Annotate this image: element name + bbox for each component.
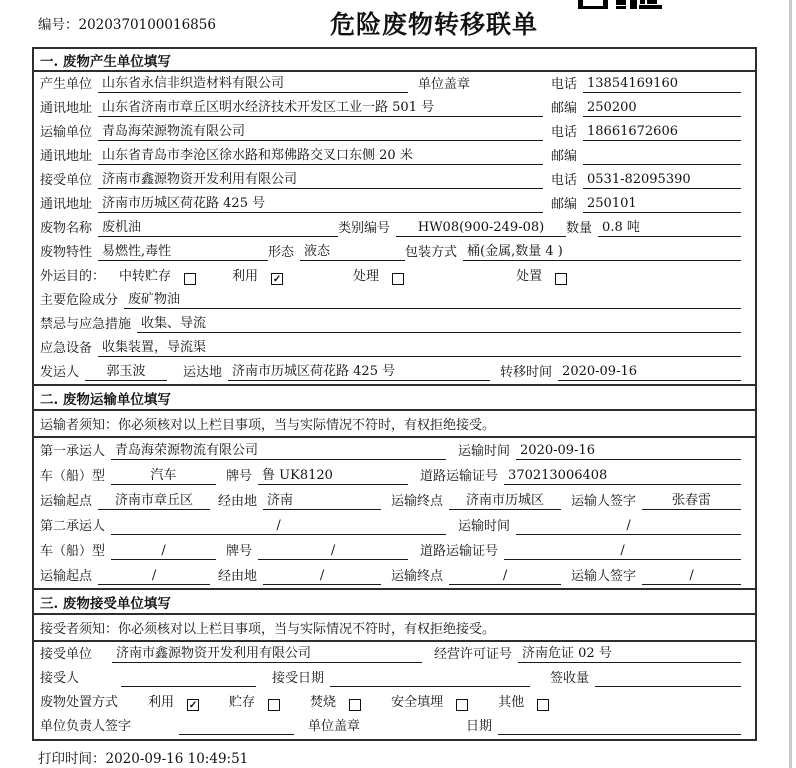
destination-label: 运达地 <box>183 365 223 380</box>
producer-zip-value: 250200 <box>583 100 741 117</box>
leader-signature-value <box>179 718 294 735</box>
purpose-dispose-label: 处置 <box>516 269 543 284</box>
plate-number2-value: / <box>258 543 408 560</box>
road-permit1-label: 道路运输证号 <box>420 469 499 484</box>
carrier-sign2-value: / <box>642 568 741 585</box>
row-second-carrier <box>34 513 755 538</box>
physical-form-value: 液态 <box>300 244 405 261</box>
print-time-value: 2020-09-16 10:49:51 <box>105 751 249 767</box>
treat-checkbox <box>392 273 404 285</box>
disposal-incinerate-label: 焚烧 <box>310 695 337 710</box>
section3-header: 三. 废物接受单位填写 <box>34 588 755 615</box>
road-permit2-label: 道路运输证号 <box>420 544 499 559</box>
main-hazard-label: 主要危险成分 <box>40 293 119 308</box>
endpoint2-value: / <box>449 568 561 585</box>
category-code-value: HW08(900-249-08) <box>396 220 566 237</box>
purpose-dispose-option <box>516 269 567 285</box>
producer-unit-value: 山东省永信非织造材料有限公司 <box>98 76 408 93</box>
accept-date-value <box>330 670 530 687</box>
section1-header: 一. 废物产生单位填写 <box>34 49 755 72</box>
carrier-sign1-value: 张春雷 <box>642 493 741 510</box>
road-permit1-value: 370213006408 <box>504 468 741 485</box>
signed-quantity-value <box>595 670 741 687</box>
transport-phone-value: 18661672606 <box>583 124 741 141</box>
plate-number1-label: 牌号 <box>226 469 253 484</box>
transport-zip-label: 邮编 <box>550 149 577 164</box>
row-transport-unit <box>34 120 755 144</box>
destination-value: 济南市历城区荷花路 425 号 <box>228 364 490 381</box>
row-receiver-address <box>34 192 755 216</box>
receiver-address-label: 通讯地址 <box>40 197 93 212</box>
disposal-utilize-option <box>148 695 199 711</box>
producer-address-value: 山东省济南市章丘区明水经济技术开发区工业一路 501 号 <box>98 100 543 117</box>
utilize-checkbox-checked <box>271 273 283 285</box>
row-route1 <box>34 488 755 513</box>
producer-zip-label: 邮编 <box>550 101 577 116</box>
shipper-label: 发运人 <box>40 365 80 380</box>
unit-seal2-label: 单位盖章 <box>308 719 361 734</box>
check-mark-icon: ✓ <box>272 274 282 285</box>
leader-signature-label: 单位负责人签字 <box>40 719 132 734</box>
accept-date-label: 接受日期 <box>272 671 325 686</box>
plate-number1-value: 鲁 UK8120 <box>258 468 408 485</box>
page-edge-line <box>789 0 792 768</box>
recipient-label: 接受人 <box>40 671 80 686</box>
disposal-store-label: 贮存 <box>229 695 256 710</box>
physical-form-label: 形态 <box>268 245 295 260</box>
receiver-unit-label: 接受单位 <box>40 173 93 188</box>
disposal-store-option <box>229 695 280 711</box>
taboo-measures-value: 收集、导流 <box>137 316 741 333</box>
disposal-other-option <box>498 695 549 711</box>
row-transport-address <box>34 144 755 168</box>
transfer-time-value: 2020-09-16 <box>558 364 741 381</box>
purpose-transfer-storage-label: 中转贮存 <box>119 269 172 284</box>
transport-unit-label: 运输单位 <box>40 125 93 140</box>
emergency-equipment-value: 收集装置，导流渠 <box>98 340 741 357</box>
transport-address-value: 山东省青岛市李沧区徐水路和郑佛路交叉口东侧 20 米 <box>98 148 543 165</box>
form-title: 危险废物转移联单 <box>330 10 539 39</box>
origin1-value: 济南市章丘区 <box>98 493 210 510</box>
waste-character-value: 易燃性,毒性 <box>98 244 268 261</box>
row-taboo-measures <box>34 312 755 336</box>
via2-value: / <box>263 568 381 585</box>
road-permit2-value: / <box>504 543 741 560</box>
transport-time1-value: 2020-09-16 <box>516 443 741 460</box>
receiver-phone-value: 0531-82095390 <box>583 172 741 189</box>
row-producer-address <box>34 96 755 120</box>
receiver-zip-value: 250101 <box>583 196 741 213</box>
vehicle-type1-label: 车（船）型 <box>40 469 106 484</box>
plate-number2-label: 牌号 <box>226 544 253 559</box>
row-main-hazard <box>34 288 755 312</box>
accept-unit-label: 接受单位 <box>40 647 93 662</box>
accept-unit-value: 济南市鑫源物资开发利用有限公司 <box>112 646 422 663</box>
row-waste-character <box>34 240 755 264</box>
producer-unit-label: 产生单位 <box>40 77 93 92</box>
row-receiver-unit <box>34 168 755 192</box>
transport-phone-label: 电话 <box>550 125 577 140</box>
row-recipient <box>34 666 755 690</box>
form-body <box>32 47 757 741</box>
disposal-landfill-checkbox <box>456 699 468 711</box>
origin2-label: 运输起点 <box>40 569 93 584</box>
vehicle-type2-label: 车（船）型 <box>40 544 106 559</box>
row-route2 <box>34 563 755 588</box>
row-producer-unit <box>34 72 755 96</box>
disposal-store-checkbox <box>268 699 280 711</box>
receiver-zip-label: 邮编 <box>550 197 577 212</box>
disposal-other-checkbox <box>537 699 549 711</box>
row-outbound-purpose <box>34 264 755 288</box>
unit-seal-label: 单位盖章 <box>418 77 471 92</box>
license-number-label: 经营许可证号 <box>434 647 513 662</box>
purpose-utilize-option <box>232 269 283 285</box>
endpoint2-label: 运输终点 <box>391 569 444 584</box>
section3-notice: 接受者须知：你必须核对以上栏目事项，当与实际情况不符时，有权拒绝接受。 <box>34 615 755 642</box>
row-emergency-equipment <box>34 336 755 360</box>
first-carrier-label: 第一承运人 <box>40 444 106 459</box>
quantity-value: 0.8 吨 <box>598 220 741 237</box>
outbound-purpose-label: 外运目的： <box>40 269 106 284</box>
disposal-method-label: 废物处置方式 <box>40 695 119 710</box>
print-time-label: 打印时间： <box>38 751 106 767</box>
endpoint1-label: 运输终点 <box>391 494 444 509</box>
print-time <box>38 747 248 767</box>
transport-time1-label: 运输时间 <box>458 444 511 459</box>
packing-value: 桶(金属,数量 4 ) <box>463 244 741 261</box>
producer-phone-label: 电话 <box>550 77 577 92</box>
row-vehicle2 <box>34 538 755 563</box>
vehicle-type1-value: 汽车 <box>111 468 216 485</box>
recipient-value <box>121 670 256 687</box>
quantity-label: 数量 <box>566 221 593 236</box>
carrier-sign1-label: 运输人签字 <box>571 494 637 509</box>
manifest-number-value: 2020370100016856 <box>78 17 216 33</box>
waste-name-label: 废物名称 <box>40 221 93 236</box>
disposal-utilize-checkbox-checked <box>187 699 199 711</box>
waste-character-label: 废物特性 <box>40 245 93 260</box>
producer-phone-value: 13854169160 <box>583 76 741 93</box>
category-code-label: 类别编号 <box>338 221 391 236</box>
date2-label: 日期 <box>466 719 493 734</box>
manifest-number-label: 编号： <box>38 17 79 33</box>
emergency-equipment-label: 应急设备 <box>40 341 93 356</box>
transport-address-label: 通讯地址 <box>40 149 93 164</box>
shipper-value: 郭玉波 <box>85 364 167 381</box>
vehicle-type2-value: / <box>111 543 216 560</box>
transport-time2-value: / <box>516 518 741 535</box>
receiver-phone-label: 电话 <box>550 173 577 188</box>
transport-time2-label: 运输时间 <box>458 519 511 534</box>
date2-value <box>498 718 741 735</box>
row-first-carrier <box>34 438 755 463</box>
origin2-value: / <box>98 568 210 585</box>
disposal-landfill-option <box>391 695 468 711</box>
origin1-label: 运输起点 <box>40 494 93 509</box>
disposal-other-label: 其他 <box>498 695 525 710</box>
disposal-incinerate-option <box>310 695 361 711</box>
transport-unit-value: 青岛海荣源物流有限公司 <box>98 124 543 141</box>
section2-notice: 运输者须知：你必须核对以上栏目事项，当与实际情况不符时，有权拒绝接受。 <box>34 411 755 438</box>
purpose-treat-label: 处理 <box>353 269 380 284</box>
purpose-transfer-storage-option <box>119 269 196 285</box>
first-carrier-value: 青岛海荣源物流有限公司 <box>111 443 446 460</box>
disposal-landfill-label: 安全填埋 <box>391 695 444 710</box>
receiver-address-value: 济南市历城区荷花路 425 号 <box>98 196 543 213</box>
transfer-time-label: 转移时间 <box>500 365 553 380</box>
signed-quantity-label: 签收量 <box>550 671 590 686</box>
row-leader-signature <box>34 714 755 738</box>
producer-address-label: 通讯地址 <box>40 101 93 116</box>
transfer-storage-checkbox <box>184 273 196 285</box>
packing-label: 包装方式 <box>405 245 458 260</box>
second-carrier-label: 第二承运人 <box>40 519 106 534</box>
row-accept-unit <box>34 642 755 666</box>
dispose-checkbox <box>555 273 567 285</box>
via1-value: 济南 <box>263 493 381 510</box>
taboo-measures-label: 禁忌与应急措施 <box>40 317 132 332</box>
carrier-sign2-label: 运输人签字 <box>571 569 637 584</box>
license-number-value: 济南危证 02 号 <box>518 646 741 663</box>
purpose-utilize-label: 利用 <box>232 269 259 284</box>
main-hazard-value: 废矿物油 <box>124 292 741 309</box>
section2-header: 二. 废物运输单位填写 <box>34 384 755 411</box>
receiver-unit-value: 济南市鑫源物资开发利用有限公司 <box>98 172 543 189</box>
check-mark-icon: ✓ <box>188 700 198 711</box>
qr-code-fragment-icon <box>578 0 662 9</box>
waste-name-value: 废机油 <box>98 220 338 237</box>
row-vehicle1 <box>34 463 755 488</box>
purpose-treat-option <box>353 269 404 285</box>
transport-zip-value <box>583 148 741 165</box>
second-carrier-value: / <box>111 518 446 535</box>
disposal-utilize-label: 利用 <box>148 695 175 710</box>
endpoint1-value: 济南市历城区 <box>449 493 561 510</box>
row-shipper <box>34 360 755 384</box>
row-waste-name <box>34 216 755 240</box>
disposal-incinerate-checkbox <box>349 699 361 711</box>
via2-label: 经由地 <box>218 569 258 584</box>
via1-label: 经由地 <box>218 494 258 509</box>
row-disposal-method <box>34 690 755 714</box>
manifest-number <box>38 13 216 33</box>
